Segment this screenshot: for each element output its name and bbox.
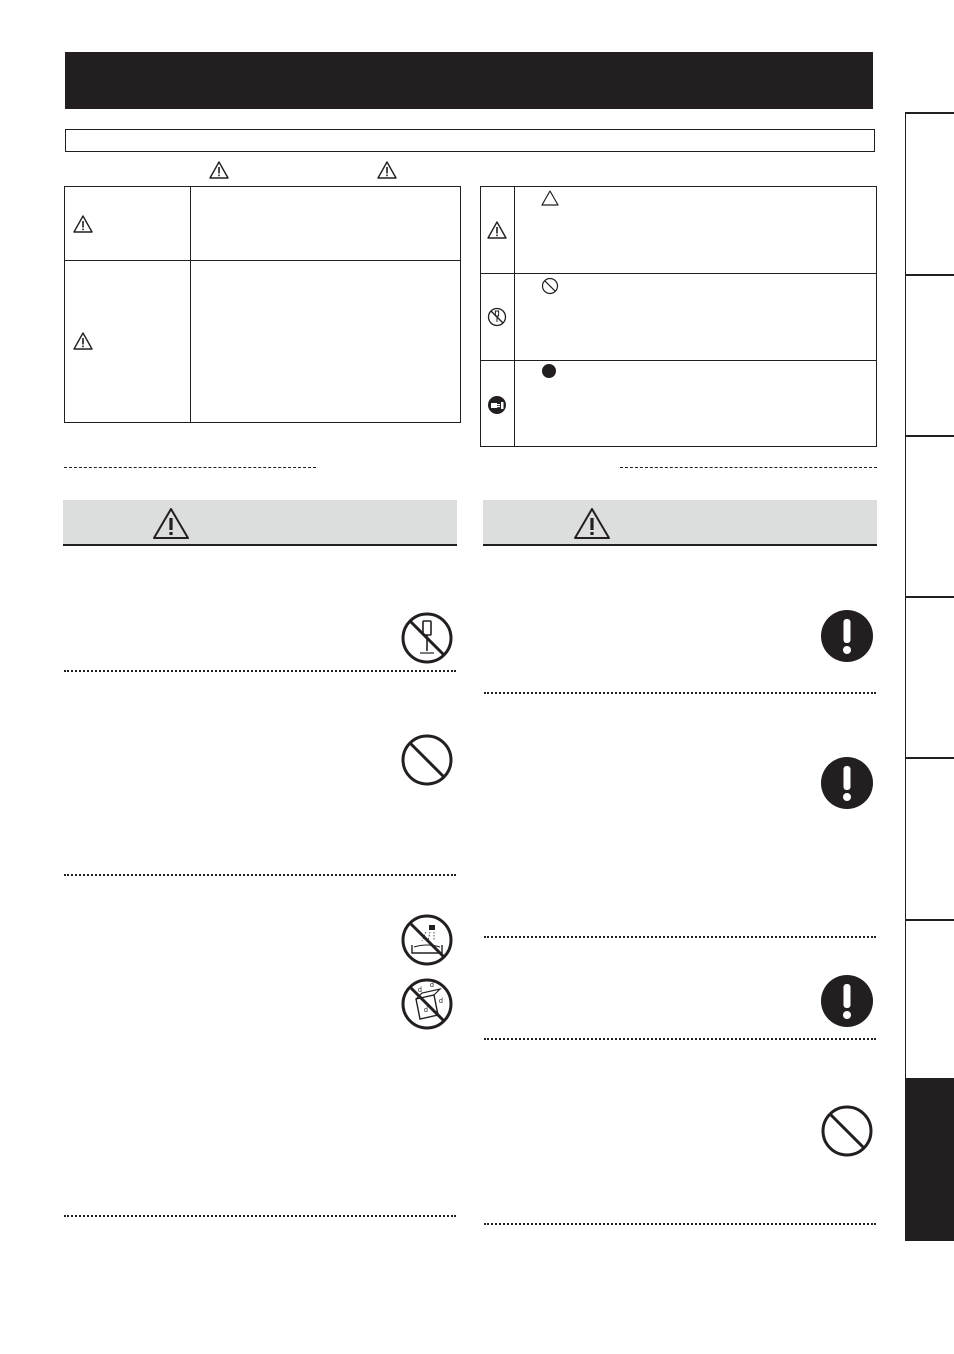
warning-triangle-icon <box>377 161 397 179</box>
mandatory-action-icon <box>820 609 874 663</box>
mandatory-action-icon <box>820 974 874 1028</box>
warning-level-table <box>64 186 461 423</box>
table-divider <box>190 186 191 423</box>
dotted-rule <box>484 936 876 938</box>
unplug-icon <box>487 395 507 415</box>
warning-triangle-icon <box>73 215 93 233</box>
prohibition-icon <box>820 1104 874 1158</box>
symbol-key-table <box>480 186 877 447</box>
caution-triangle-icon <box>73 332 93 350</box>
prohibition-icon <box>400 733 454 787</box>
table-divider <box>514 186 515 447</box>
warning-triangle-icon <box>573 507 611 540</box>
dotted-rule <box>64 670 456 672</box>
mandatory-action-icon <box>820 756 874 810</box>
section-tab[interactable] <box>905 435 954 597</box>
filled-dot-icon <box>541 363 557 379</box>
prohibition-circle-icon <box>541 277 559 295</box>
no-water-icon <box>400 913 454 967</box>
section-tab[interactable] <box>905 274 954 435</box>
warning-triangle-icon <box>487 221 507 239</box>
warning-triangle-icon <box>209 161 229 179</box>
warning-section-header <box>483 500 877 546</box>
page-title-band <box>65 52 873 109</box>
svg-text:d: d <box>424 1007 428 1014</box>
section-tab[interactable] <box>905 757 954 920</box>
table-divider <box>480 360 877 361</box>
warning-section-header <box>63 500 457 546</box>
section-tab-active[interactable] <box>905 1078 954 1241</box>
warning-triangle-icon <box>152 507 190 540</box>
section-tab[interactable] <box>905 596 954 758</box>
no-disassemble-icon <box>400 611 454 665</box>
svg-text:d: d <box>418 987 422 994</box>
no-wet-hands-icon <box>400 977 454 1031</box>
dotted-rule <box>484 1223 876 1225</box>
outline-triangle-icon <box>541 190 559 206</box>
dotted-rule <box>484 692 876 694</box>
dashed-rule <box>620 467 877 468</box>
dotted-rule <box>64 874 456 876</box>
section-tab[interactable] <box>905 919 954 1081</box>
table-divider <box>480 273 877 274</box>
no-disassemble-icon <box>487 307 507 327</box>
svg-text:d: d <box>430 982 434 989</box>
section-tab[interactable] <box>905 112 954 275</box>
subtitle-box <box>65 129 875 152</box>
dotted-rule <box>64 1215 456 1217</box>
dotted-rule <box>484 1038 876 1040</box>
table-divider <box>64 260 461 261</box>
svg-text:d: d <box>439 998 443 1005</box>
dashed-rule <box>64 467 316 468</box>
